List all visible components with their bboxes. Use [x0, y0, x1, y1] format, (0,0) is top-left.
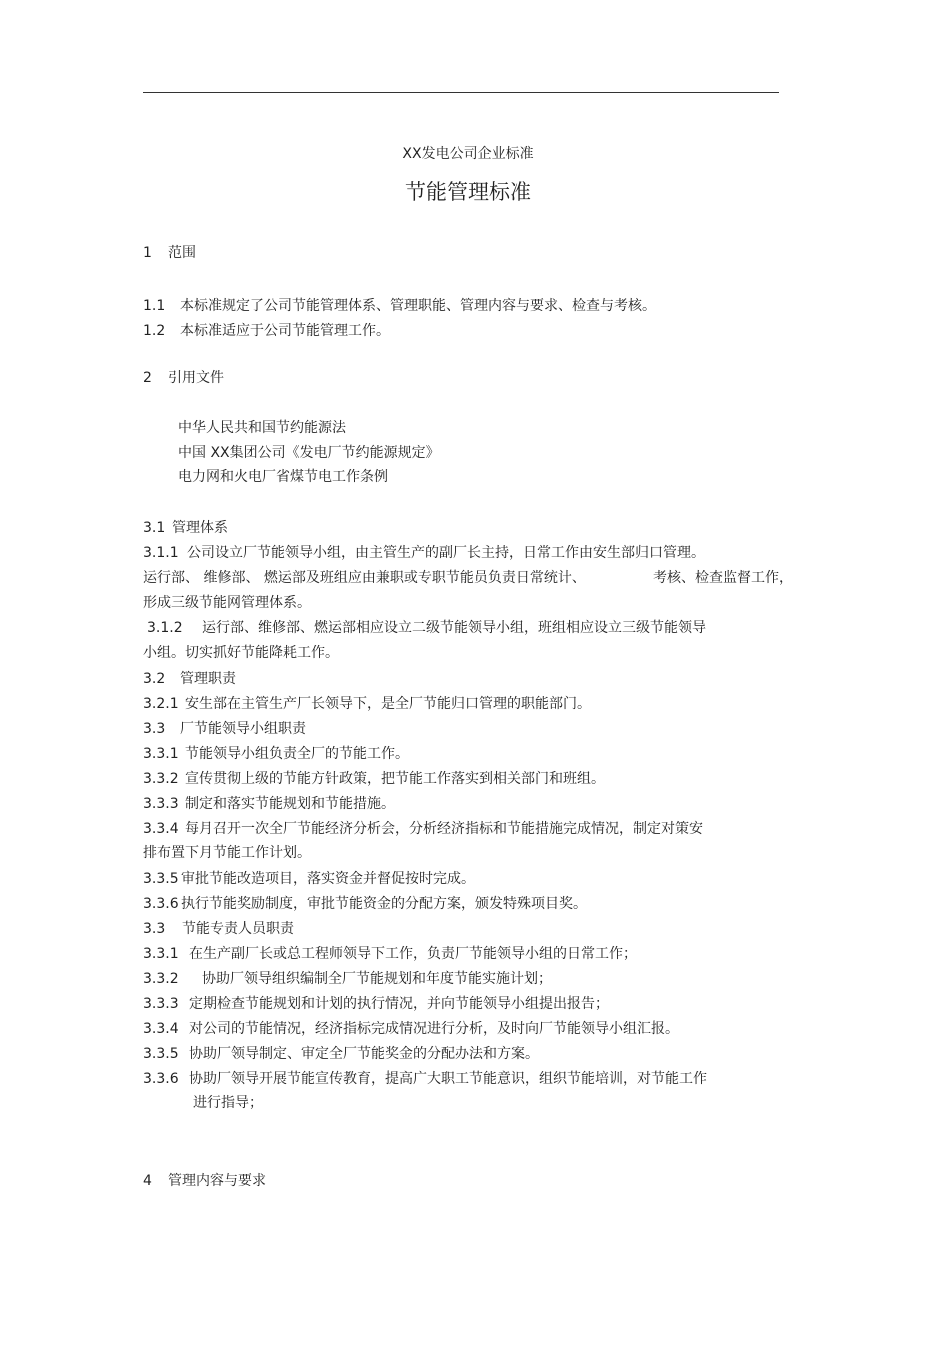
list-item: 3.3.5 协助厂领导制定、审定全厂节能奖金的分配办法和方案。: [143, 1046, 539, 1062]
reference-item: 中国 XX集团公司《发电厂节约能源规定》: [178, 445, 440, 461]
list-item: 3.3.6 执行节能奖励制度，审批节能资金的分配方案，颁发特殊项目奖。: [143, 896, 587, 912]
list-item: 3.3.1 在生产副厂长或总工程师领导下工作，负责厂节能领导小组的日常工作；: [143, 946, 637, 962]
list-item-continuation: 进行指导；: [193, 1095, 263, 1111]
clause-3-2-1: 3.2.1 安生部在主管生产厂长领导下，是全厂节能归口管理的职能部门。: [143, 696, 591, 712]
reference-item: 电力网和火电厂省煤节电工作条例: [178, 469, 388, 485]
company-standard-label: XX发电公司企业标准: [402, 146, 534, 162]
section-3-2-heading: 3.2 管理职责: [143, 671, 236, 687]
list-item: 3.3.4 每月召开一次全厂节能经济分析会，分析经济指标和节能措施完成情况，制定对策安: [143, 821, 703, 837]
section-4-heading: 4 管理内容与要求: [143, 1173, 266, 1189]
clause-3-1-1-line2a: 运行部、 维修部、 燃运部及班组应由兼职或专职节能员负责日常统计、: [143, 570, 586, 586]
header-rule: [143, 92, 779, 93]
list-item-continuation: 排布置下月节能工作计划。: [143, 845, 311, 861]
list-item: 3.3.2 宣传贯彻上级的节能方针政策，把节能工作落实到相关部门和班组。: [143, 771, 605, 787]
list-item: 3.3.4 对公司的节能情况，经济指标完成情况进行分析，及时向厂节能领导小组汇报。: [143, 1021, 679, 1037]
list-item: 3.3.5 审批节能改造项目，落实资金并督促按时完成。: [143, 871, 475, 887]
list-item: 3.3.3 制定和落实节能规划和节能措施。: [143, 796, 395, 812]
section-1-heading: 1 范围: [143, 245, 196, 261]
clause-3-1-2-line2: 小组。切实抓好节能降耗工作。: [143, 645, 339, 661]
section-2-heading: 2 引用文件: [143, 370, 224, 386]
list-item: 3.3.1 节能领导小组负责全厂的节能工作。: [143, 746, 409, 762]
clause-3-1-1: 3.1.1 公司设立厂节能领导小组，由主管生产的副厂长主持，日常工作由安生部归口管理。: [143, 545, 705, 561]
section-3-1-heading: 3.1 管理体系: [143, 520, 228, 536]
list-item: 3.3.2 协助厂领导组织编制全厂节能规划和年度节能实施计划；: [143, 971, 552, 987]
reference-item: 中华人民共和国节约能源法: [178, 420, 346, 436]
clause-1-1: 1.1 本标准规定了公司节能管理体系、管理职能、管理内容与要求、检查与考核。: [143, 298, 656, 314]
clause-3-1-1-line3: 形成三级节能网管理体系。: [143, 595, 311, 611]
list-item: 3.3.3 定期检查节能规划和计划的执行情况，并向节能领导小组提出报告；: [143, 996, 609, 1012]
clause-3-1-1-line2b: 考核、检查监督工作，: [653, 570, 793, 586]
clause-1-2: 1.2 本标准适应于公司节能管理工作。: [143, 323, 390, 339]
document-title: 节能管理标准: [405, 180, 531, 204]
clause-3-1-2: 3.1.2 运行部、维修部、燃运部相应设立二级节能领导小组，班组相应设立三级节能领导: [147, 620, 706, 636]
list-item: 3.3.6 协助厂领导开展节能宣传教育，提高广大职工节能意识，组织节能培训，对节能工作: [143, 1071, 707, 1087]
section-3-3-staff-heading: 3.3 节能专责人员职责: [143, 921, 294, 937]
section-3-3-leadership-heading: 3.3 厂节能领导小组职责: [143, 721, 306, 737]
